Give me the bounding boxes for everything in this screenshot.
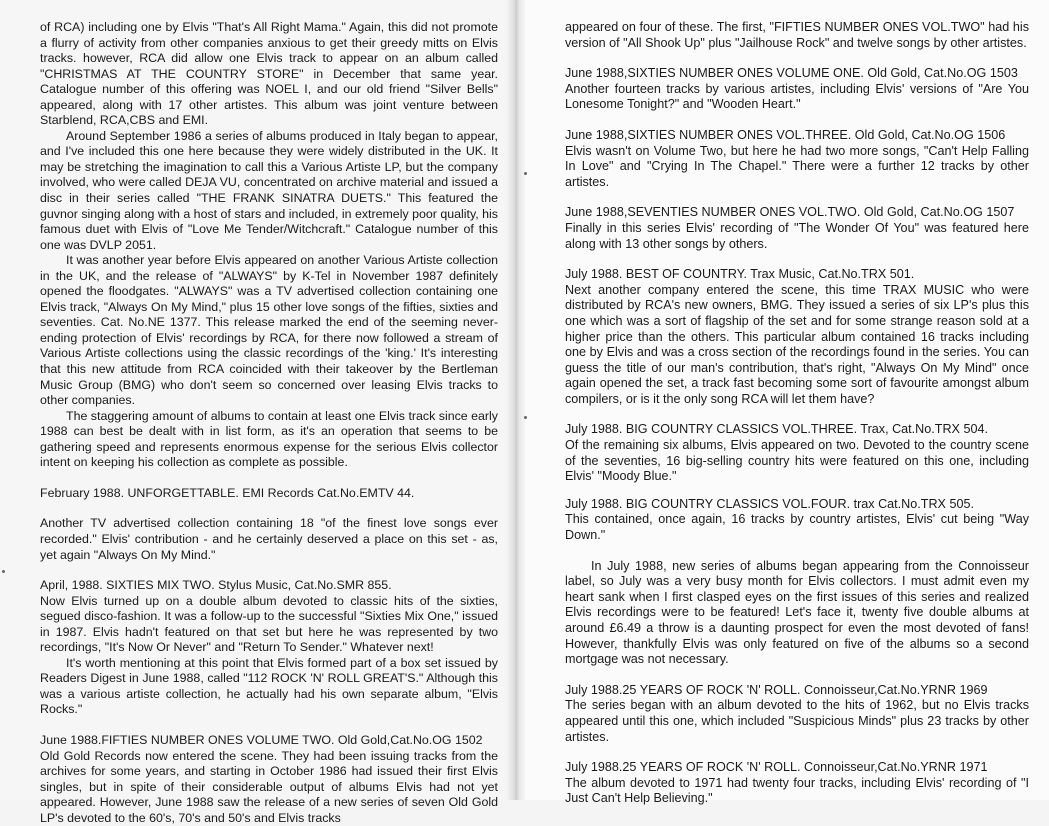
paragraph: appeared on four of these. The first, "FIFTIES NUMBER ONES VOL.TWO" had his version of "All Shook Up" plus "Jailhouse Rock" and twelve songs by other artistes.	[565, 20, 1029, 50]
paragraph: In July 1988, new series of albums began appearing from the Connoisseur label, so July was a very busy month for Elvis collectors. I must admit even my heart sank when I first clasped eyes on the first issues of this series and realized Elvis recordings were to be featured! Let's face it, twenty five double albums at around £6.49 a throw is a daunting prospect for even the most devoted of fans! However, thankfully Elvis was only featured on five of the albums so a second mortgage was not necessary.	[565, 558, 1029, 667]
paragraph: Another TV advertised collection containing 18 "of the finest love songs ever recorded." Elvis' contribution - and he certainly deserved a place on this set - as, yet again "Always On My Mind."	[40, 516, 498, 562]
paragraph: Now Elvis turned up on a double album devoted to classic hits of the sixties, segued disco-fashion. It was a follow-up to the successful "Sixties Mix One," issued in 1987. Elvis hadn't featured on that set but here he was represented by two recordings, "It's Now Or Never" and "Return To Sender." Whatever next!	[40, 593, 498, 655]
entry-heading: July 1988. BIG COUNTRY CLASSICS VOL.THREE. Trax, Cat.No.TRX 504.	[565, 422, 988, 437]
paragraph: It's worth mentioning at this point that Elvis formed part of a box set issued by Readers Digest in June 1988, called "112 ROCK 'N' ROLL GREAT'S." Although this was a various artiste collection, he actually had his own separate album, "Elvis Rocks."	[40, 655, 498, 717]
margin-mark	[2, 570, 5, 573]
paragraph: This contained, once again, 16 tracks by country artistes, Elvis' cut being "Way Down."	[565, 512, 1029, 543]
left-page-text	[40, 20, 498, 826]
entry-heading: July 1988. BIG COUNTRY CLASSICS VOL.FOUR. trax Cat.No.TRX 505.	[565, 496, 974, 511]
paragraph: The series began with an album devoted to the hits of 1962, but no Elvis tracks appeared until this one, which included "Suspicious Minds" plus 23 tracks by other artistes.	[565, 698, 1029, 744]
paragraph: Elvis wasn't on Volume Two, but here he had two more songs, "Can't Help Falling In Love" and "Crying In The Chapel." There were a further 12 tracks by other artistes.	[565, 143, 1029, 189]
paragraph: Finally in this series Elvis' recording of "The Wonder Of You" was featured here along with 13 other songs by others.	[565, 220, 1029, 251]
right-page-text	[565, 20, 1029, 807]
paragraph: The album devoted to 1971 had twenty four tracks, including Elvis' recording of "I Just Can't Help Believing."	[565, 775, 1029, 806]
paragraph: Old Gold Records now entered the scene. They had been issuing tracks from the archives for some years, and starting in October 1986 had issued their first Elvis singles, but in spite of their considerable output of albums Elvis had not yet appeared. However, June 1988 saw the release of a new series of seven Old Gold LP's devoted to the 60's, 70's and 50's and Elvis tracks	[40, 748, 498, 825]
entry-heading: June 1988,SEVENTIES NUMBER ONES VOL.TWO. Old Gold, Cat.No.OG 1507	[565, 205, 1015, 220]
paragraph: Around September 1986 a series of albums produced in Italy began to appear, and I've included this one here because they were widely distributed in the UK. It may be stretching the imagination to call this a Various Artiste LP, but the company involved, who were called DEJA VU, concentrated on archive material and issued a disc in their series called "THE FRANK SINATRA DUETS." This featured the guvnor singing along with a host of stars and included, in extremely poor quality, his famous duet with Elvis of "Love Me Tender/Witchcraft." Catalogue number of this one was DVLP 2051.	[40, 128, 498, 252]
margin-mark	[524, 416, 527, 419]
paragraph: The staggering amount of albums to contain at least one Elvis track since early 1988 can best be dealt with in list form, as it's an operation that seems to be gathering speed and represents enormous expense for the serious Elvis collector intent on keeping his collection as complete as possible.	[40, 408, 498, 470]
entry-heading: April, 1988. SIXTIES MIX TWO. Stylus Music, Cat.No.SMR 855.	[40, 578, 392, 593]
left-page	[0, 0, 512, 825]
paragraph: Of the remaining six albums, Elvis appeared on two. Devoted to the country scene of the seventies, 16 big-selling country hits were featured on this one, including Elvis' "Moody Blue."	[565, 438, 1029, 484]
entry-heading: June 1988,SIXTIES NUMBER ONES VOLUME ONE. Old Gold, Cat.No.OG 1503	[565, 66, 1018, 81]
paragraph: It was another year before Elvis appeared on another Various Artiste collection in the UK, and the release of "ALWAYS" by K-Tel in November 1987 definitely opened the floodgates. "ALWAYS" was a TV advertised collection containing one Elvis track, "Always On My Mind," plus 15 other love songs of the fifties, sixties and seventies. Cat. No.NE 1377. This release marked the end of the seeming never-ending protection of Elvis' recordings by RCA, for there now followed a stream of Various Artiste collections using the classic recordings of the 'king.' It's interesting that this new attitude from RCA coincided with their takeover by the Bertleman Music Group (BMG) who don't seem so concerned over leasing Elvis tracks to other companies.	[40, 253, 498, 408]
entry-heading: June 1988.FIFTIES NUMBER ONES VOLUME TWO. Old Gold,Cat.No.OG 1502	[40, 732, 483, 747]
entry-heading: June 1988,SIXTIES NUMBER ONES VOL.THREE. Old Gold, Cat.No.OG 1506	[565, 127, 1006, 142]
paragraph: Next another company entered the scene, this time TRAX MUSIC who were distributed by RCA's new owners, BMG. They issued a series of six LP's plus this one which was a sort of flagship of the set and for some strange reason sold at a higher price than the others. This particular album contained 16 tracks including one by Elvis and was a cross section of the recordings found in the series. You can guess the title of our man's contribution, that's right, "Always On My Mind" once again opened the set, a track fast becoming some sort of favourite amongst album compilers, or is it the only song RCA will let them have?	[565, 282, 1029, 406]
entry-heading: July 1988.25 YEARS OF ROCK 'N' ROLL. Connoisseur,Cat.No.YRNR 1971	[565, 760, 988, 775]
entry-heading: July 1988.25 YEARS OF ROCK 'N' ROLL. Connoisseur,Cat.No.YRNR 1969	[565, 682, 988, 697]
paragraph: of RCA) including one by Elvis "That's All Right Mama." Again, this did not promote a flurry of activity from other companies anxious to get their greedy mitts on Elvis tracks. however, RCA did allow one Elvis track to appear on an album called "CHRISTMAS AT THE COUNTRY STORE" in December that same year. Catalogue number of this offering was NOEL I, and our old friend "Silver Bells" appeared, along with 17 other artistes. This album was joint venture between Starblend, RCA,CBS and EMI.	[40, 20, 498, 128]
right-page	[512, 0, 1049, 806]
page-gutter	[506, 0, 526, 800]
entry-heading: July 1988. BEST OF COUNTRY. Trax Music, Cat.No.TRX 501.	[565, 267, 915, 282]
paragraph: Another fourteen tracks by various artistes, including Elvis' versions of "Are You Lonesome Tonight?" and "Wooden Heart."	[565, 81, 1029, 112]
entry-heading: February 1988. UNFORGETTABLE. EMI Records Cat.No.EMTV 44.	[40, 485, 415, 500]
margin-mark	[524, 172, 527, 175]
